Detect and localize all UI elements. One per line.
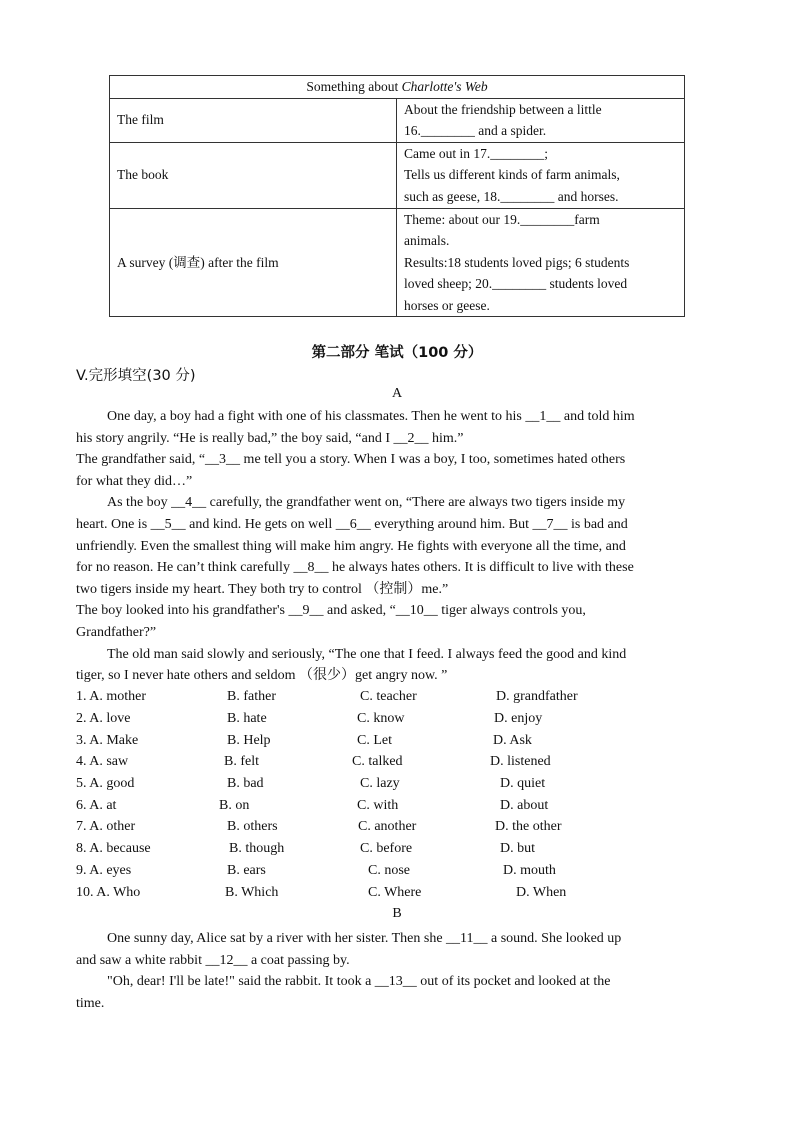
table-line: loved sheep; 20.________ students loved: [404, 276, 628, 291]
passage-line: The boy looked into his grandfather's __9__ and asked, “__10__ tiger always controls you,: [76, 603, 586, 619]
table-line: such as geese, 18.________ and horses.: [404, 188, 619, 204]
part-heading: 第二部分 笔试（100 分）: [311, 345, 483, 361]
passage-line: tiger, so I never hate others and seldom （很少）get angry now. ”: [76, 668, 448, 684]
option-a: 1. A. mother: [76, 689, 146, 704]
section-heading: V.完形填空(30 分): [76, 368, 196, 384]
option-c: C. another: [358, 819, 417, 834]
option-row: [76, 733, 716, 754]
option-c: C. Where: [368, 885, 422, 900]
option-c: C. teacher: [360, 689, 417, 704]
table-title-text: Something about: [306, 79, 402, 94]
option-row: [76, 863, 716, 884]
passage-line: heart. One is __5__ and kind. He gets on well __6__ everything around him. But __7__ is bad and: [76, 516, 628, 532]
option-b: B. Which: [225, 885, 279, 900]
option-a: 7. A. other: [76, 819, 136, 834]
option-row: [76, 711, 716, 732]
option-row: [76, 754, 716, 775]
passage-a: [76, 406, 710, 687]
table-line: Results:18 students loved pigs; 6 students: [404, 254, 630, 270]
option-d: D. listened: [490, 754, 551, 769]
option-c: C. know: [357, 711, 405, 726]
passage-b: [76, 928, 710, 1014]
option-b: B. others: [227, 819, 278, 834]
option-a: 9. A. eyes: [76, 863, 132, 878]
passage-line: As the boy __4__ carefully, the grandfather went on, “There are always two tigers inside my: [107, 495, 626, 511]
option-row: [76, 885, 716, 906]
row-content-survey: [397, 208, 685, 317]
option-a: 2. A. love: [76, 711, 131, 726]
passage-line: time.: [76, 995, 105, 1011]
passage-line: "Oh, dear! I'll be late!" said the rabbit. It took a __13__ out of its pocket and looked at the: [107, 974, 611, 990]
option-a: 8. A. because: [76, 841, 151, 856]
passage-line: two tigers inside my heart. They both try to control （控制）me.”: [76, 581, 449, 597]
table-line: animals.: [404, 233, 450, 248]
table-line: Came out in 17.________;: [404, 145, 548, 161]
passage-line: and saw a white rabbit __12__ a coat passing by.: [76, 952, 350, 968]
passage-b-label: B: [392, 906, 402, 921]
passage-line: his story angrily. “He is really bad,” the boy said, “and I __2__ him.”: [76, 430, 464, 446]
option-a: 5. A. good: [76, 776, 135, 791]
option-c: C. Let: [357, 733, 392, 748]
table-line: Tells us different kinds of farm animals,: [404, 167, 620, 183]
table-title-italic: Charlotte's Web: [401, 79, 488, 94]
passage-line: The grandfather said, “__3__ me tell you a story. When I was a boy, I too, sometimes hated others: [76, 452, 626, 468]
info-table: [109, 75, 685, 317]
option-a: 6. A. at: [76, 798, 117, 813]
option-d: D. enjoy: [494, 711, 543, 726]
option-row: [76, 841, 716, 862]
row-label-book: The book: [110, 142, 397, 208]
option-d: D. the other: [495, 819, 562, 834]
option-b: B. on: [219, 798, 250, 813]
option-d: D. but: [500, 841, 535, 856]
passage-line: One sunny day, Alice sat by a river with her sister. Then she __11__ a sound. She looked up: [107, 931, 622, 946]
row-label-survey: A survey (调查) after the film: [110, 208, 397, 317]
option-row: [76, 798, 716, 819]
option-c: C. with: [357, 798, 399, 813]
option-b: B. bad: [227, 776, 264, 791]
option-c: C. before: [360, 841, 413, 856]
option-c: C. lazy: [360, 776, 400, 791]
option-d: D. quiet: [500, 776, 546, 791]
option-c: C. nose: [368, 863, 410, 878]
option-row: [76, 689, 716, 710]
row-content-book: [397, 142, 685, 208]
table-line: 16.________ and a spider.: [404, 123, 547, 138]
table-line: About the friendship between a little: [404, 101, 602, 117]
row-label-film: The film: [110, 98, 397, 142]
option-b: B. hate: [227, 711, 267, 726]
table-title: [110, 76, 685, 99]
passage-a-label: A: [391, 386, 403, 401]
option-c: C. talked: [352, 754, 403, 769]
option-b: B. father: [227, 689, 276, 704]
passage-line: for what they did…”: [76, 473, 193, 489]
option-a: 4. A. saw: [76, 754, 129, 769]
option-a: 3. A. Make: [76, 733, 139, 748]
passage-line: unfriendly. Even the smallest thing will make him angry. He fights with everyone all the time, and: [76, 538, 626, 554]
option-b: B. though: [229, 841, 285, 856]
passage-line: for no reason. He can’t think carefully __8__ he always hates others. It is difficult to live with these: [76, 560, 634, 576]
option-b: B. felt: [224, 754, 259, 769]
option-b: B. Help: [227, 733, 271, 748]
option-d: D. grandfather: [496, 689, 578, 704]
table-line: Theme: about our 19.________farm: [404, 211, 600, 227]
passage-line: Grandfather?”: [76, 624, 157, 640]
option-d: D. mouth: [503, 863, 556, 878]
table-line: horses or geese.: [404, 297, 490, 313]
option-b: B. ears: [227, 863, 266, 878]
row-content-film: [397, 98, 685, 142]
option-row: [76, 819, 716, 840]
option-a: 10. A. Who: [76, 885, 141, 900]
passage-line: One day, a boy had a fight with one of his classmates. Then he went to his __1__ and told him: [107, 409, 635, 424]
option-d: D. When: [516, 885, 567, 900]
option-row: [76, 776, 716, 797]
passage-line: The old man said slowly and seriously, “The one that I feed. I always feed the good and kind: [107, 646, 627, 662]
option-d: D. about: [500, 798, 549, 813]
option-d: D. Ask: [493, 733, 532, 748]
